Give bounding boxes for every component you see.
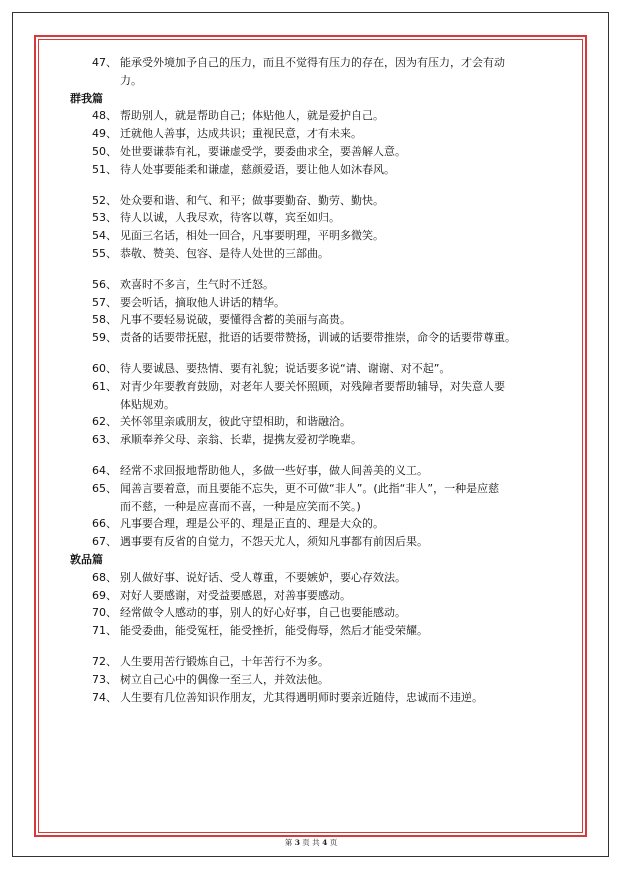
item-number: 60、 xyxy=(92,361,117,375)
item-number: 53、 xyxy=(92,211,117,225)
list-item xyxy=(70,515,570,533)
item-text: 对好人要感谢，对受益要感恩，对善事要感动。 xyxy=(120,588,351,602)
list-item xyxy=(70,689,570,707)
footer-mid: 页 共 xyxy=(302,838,320,847)
item-number: 49、 xyxy=(92,127,117,141)
list-item xyxy=(70,143,570,161)
list-item xyxy=(70,276,570,294)
item-number: 48、 xyxy=(92,109,117,123)
list-item xyxy=(70,294,570,312)
item-number: 68、 xyxy=(92,570,117,584)
list-item xyxy=(70,192,570,210)
item-text: 对青少年要教育鼓励，对老年人要关怀照顾，对残障者要帮助辅导，对失意人要 xyxy=(120,379,505,393)
list-item xyxy=(70,329,570,347)
item-text: 承顺奉养父母、亲翁、长辈，提携友爱初学晚辈。 xyxy=(120,433,362,447)
total-page-count: 4 xyxy=(322,838,328,847)
list-item xyxy=(70,462,570,480)
item-number: 70、 xyxy=(92,606,117,620)
item-continuation: 力。 xyxy=(120,73,142,87)
item-text: 能受委曲，能受冤枉，能受挫折，能受侮辱，然后才能受荣耀。 xyxy=(120,624,428,638)
item-number: 72、 xyxy=(92,654,117,668)
item-text: 恭敬、赞美、包容、是待人处世的三部曲。 xyxy=(120,246,329,260)
item-text: 闻善言要着意，而且要能不忘失，更不可做“非人”。(此指“非人”，一种是应慈 xyxy=(120,481,500,495)
item-text: 人生要有几位善知识作朋友，尤其得遇明师时要亲近随侍，忠诚而不违逆。 xyxy=(120,690,483,704)
item-text: 经常做令人感动的事，别人的好心好事，自己也要能感动。 xyxy=(120,606,406,620)
item-number: 71、 xyxy=(92,624,117,638)
item-number: 62、 xyxy=(92,415,117,429)
section-spacer xyxy=(70,449,570,462)
item-text: 待人以诚，人我尽欢，待客以尊，宾至如归。 xyxy=(120,211,340,225)
footer-suffix: 页 xyxy=(329,838,338,847)
item-number: 51、 xyxy=(92,162,117,176)
section-heading: 群我篇 xyxy=(70,91,103,105)
item-text: 树立自己心中的偶像一至三人，并效法他。 xyxy=(120,672,329,686)
item-text: 人生要用苦行锻炼自己，十年苦行不为多。 xyxy=(120,654,329,668)
list-item xyxy=(70,413,570,431)
item-number: 57、 xyxy=(92,295,117,309)
item-number: 63、 xyxy=(92,433,117,447)
list-item xyxy=(70,653,570,671)
item-number: 54、 xyxy=(92,229,117,243)
list-item xyxy=(70,161,570,179)
list-item xyxy=(70,671,570,689)
section-spacer xyxy=(70,347,570,360)
item-text: 处世要谦恭有礼，要谦虚受学，要委曲求全，要善解人意。 xyxy=(120,144,406,158)
item-number: 64、 xyxy=(92,463,117,477)
item-number: 65、 xyxy=(92,481,117,495)
item-text: 帮助别人，就是帮助自己；体贴他人，就是爱护自己。 xyxy=(120,109,384,123)
list-item xyxy=(70,569,570,587)
list-item xyxy=(70,480,570,498)
item-number: 50、 xyxy=(92,144,117,158)
list-item xyxy=(70,360,570,378)
item-text: 见面三名话，相处一回合，凡事要明理，平明多微笑。 xyxy=(120,229,384,243)
list-item xyxy=(70,54,570,72)
item-text: 待人处事要能柔和谦虚，慈颜爱语，要让他人如沐春风。 xyxy=(120,162,395,176)
item-number: 69、 xyxy=(92,588,117,602)
item-number: 59、 xyxy=(92,331,117,345)
footer-prefix: 第 xyxy=(284,838,293,847)
list-item xyxy=(70,311,570,329)
list-item xyxy=(70,125,570,143)
document-body xyxy=(70,54,570,706)
item-number: 56、 xyxy=(92,277,117,291)
item-text: 遇事要有反省的自觉力，不怨天尤人，须知凡事都有前因后果。 xyxy=(120,535,428,549)
current-page-number: 3 xyxy=(294,838,300,847)
list-item xyxy=(70,107,570,125)
page-footer xyxy=(0,837,622,848)
item-text: 欢喜时不多言，生气时不迁怒。 xyxy=(120,277,274,291)
section-heading: 敦品篇 xyxy=(70,552,103,566)
section-spacer xyxy=(70,263,570,276)
item-text: 经常不求回报地帮助他人，多做一些好事，做人间善美的义工。 xyxy=(120,463,428,477)
item-text: 凡事不要轻易说破，要懂得含蓄的美丽与高贵。 xyxy=(120,313,351,327)
list-item xyxy=(70,245,570,263)
item-number: 52、 xyxy=(92,193,117,207)
list-item xyxy=(70,587,570,605)
item-continuation: 体贴规劝。 xyxy=(120,397,175,411)
item-number: 47、 xyxy=(92,56,117,69)
list-item xyxy=(70,431,570,449)
item-text: 要会听话，摘取他人讲话的精华。 xyxy=(120,295,285,309)
item-text: 待人要诚恳、要热情、要有礼貌；说话要多说“请、谢谢、对不起”。 xyxy=(120,361,451,375)
item-text: 责备的话要带抚慰，批语的话要带赞扬，训诫的话要带推崇，命令的话要带尊重。 xyxy=(120,331,516,345)
item-text: 凡事要合理，理是公平的、理是正直的、理是大众的。 xyxy=(120,517,384,531)
section-spacer xyxy=(70,640,570,653)
list-item xyxy=(70,533,570,551)
list-item xyxy=(70,378,570,396)
item-text: 处众要和谐、和气、和平；做事要勤奋、勤劳、勤快。 xyxy=(120,193,384,207)
item-number: 55、 xyxy=(92,246,117,260)
item-number: 58、 xyxy=(92,313,117,327)
list-item xyxy=(70,604,570,622)
list-item xyxy=(70,227,570,245)
item-text: 迁就他人善事，达成共识；重视民意，才有未来。 xyxy=(120,127,362,141)
item-continuation: 而不慈，一种是应喜而不喜，一种是应笑而不笑。) xyxy=(120,499,361,513)
item-number: 67、 xyxy=(92,535,117,549)
list-item xyxy=(70,622,570,640)
item-number: 61、 xyxy=(92,379,117,393)
item-number: 74、 xyxy=(92,690,117,704)
list-item xyxy=(70,209,570,227)
item-text: 能承受外境加予自己的压力，而且不觉得有压力的存在，因为有压力，才会有动 xyxy=(120,56,505,69)
item-number: 66、 xyxy=(92,517,117,531)
item-number: 73、 xyxy=(92,672,117,686)
item-text: 关怀邻里亲戚朋友，彼此守望相助，和谐融洽。 xyxy=(120,415,351,429)
section-spacer xyxy=(70,179,570,192)
item-text: 别人做好事、说好话、受人尊重，不要嫉妒，要心存效法。 xyxy=(120,570,406,584)
